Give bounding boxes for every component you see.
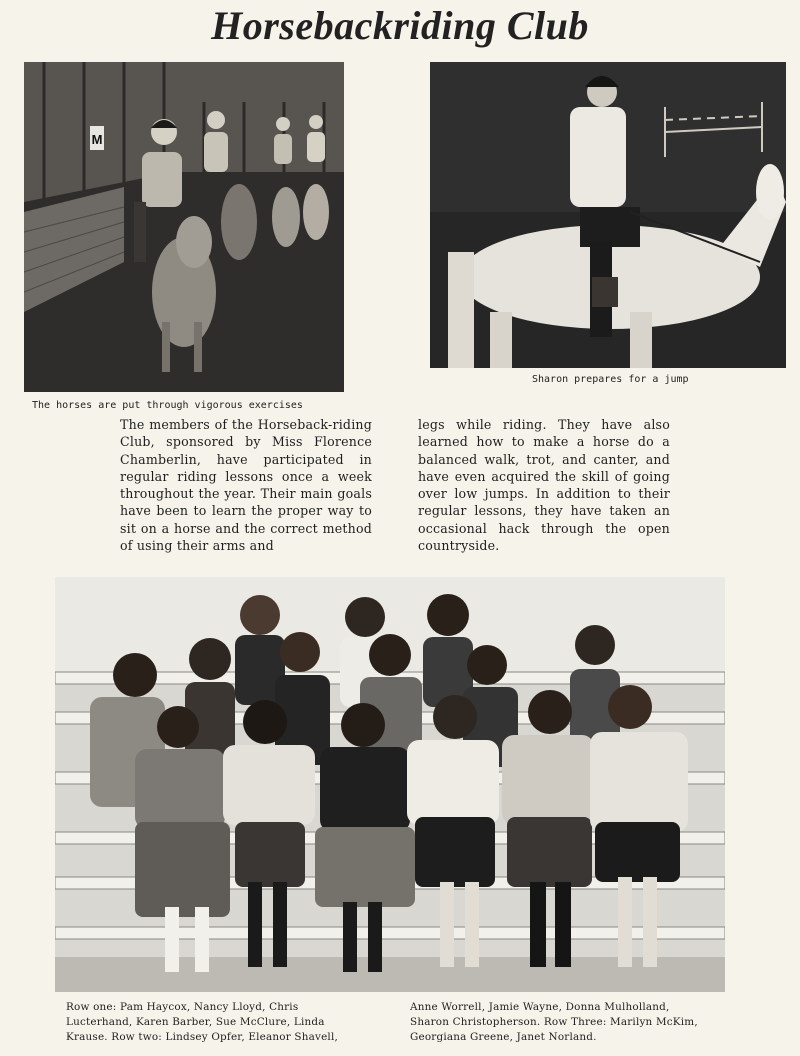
photo-sharon-jump <box>430 62 786 368</box>
caption-riding-exercises: The horses are put through vigorous exercises <box>32 400 303 411</box>
arena-letter-marker: M <box>91 132 103 147</box>
group-caption-right: Anne Worrell, Jamie Wayne, Donna Mulholland, Sharon Christopherson. Row Three: Marilyn McKim, Georgiana Greene, Janet Norland. <box>410 1001 698 1043</box>
photo-club-group <box>55 577 725 992</box>
group-caption-left: Row one: Pam Haycox, Nancy Lloyd, Chris Lucterhand, Karen Barber, Sue McClure, Linda Krause. Row two: Lindsey Opfer, Eleanor Shavell, <box>66 1001 338 1043</box>
article-column-right: legs while riding. They have also learned how to make a horse do a balanced walk, trot, and canter, and have even acquired the skill of going over low jumps. In addition to their regular lessons, they have taken an occasional hack through the open countryside. <box>418 417 670 554</box>
photo-riding-exercises <box>24 62 344 392</box>
page-title: Horsebackriding Club <box>211 3 589 48</box>
caption-sharon-jump: Sharon prepares for a jump <box>532 374 689 385</box>
article-column-left: The members of the Horseback-riding Club, sponsored by Miss Florence Chamberlin, have participated in regular riding lessons once a week throughout the year. Their main goals have been to learn the proper way to sit on a horse and the correct method of using their arms and <box>120 417 372 554</box>
